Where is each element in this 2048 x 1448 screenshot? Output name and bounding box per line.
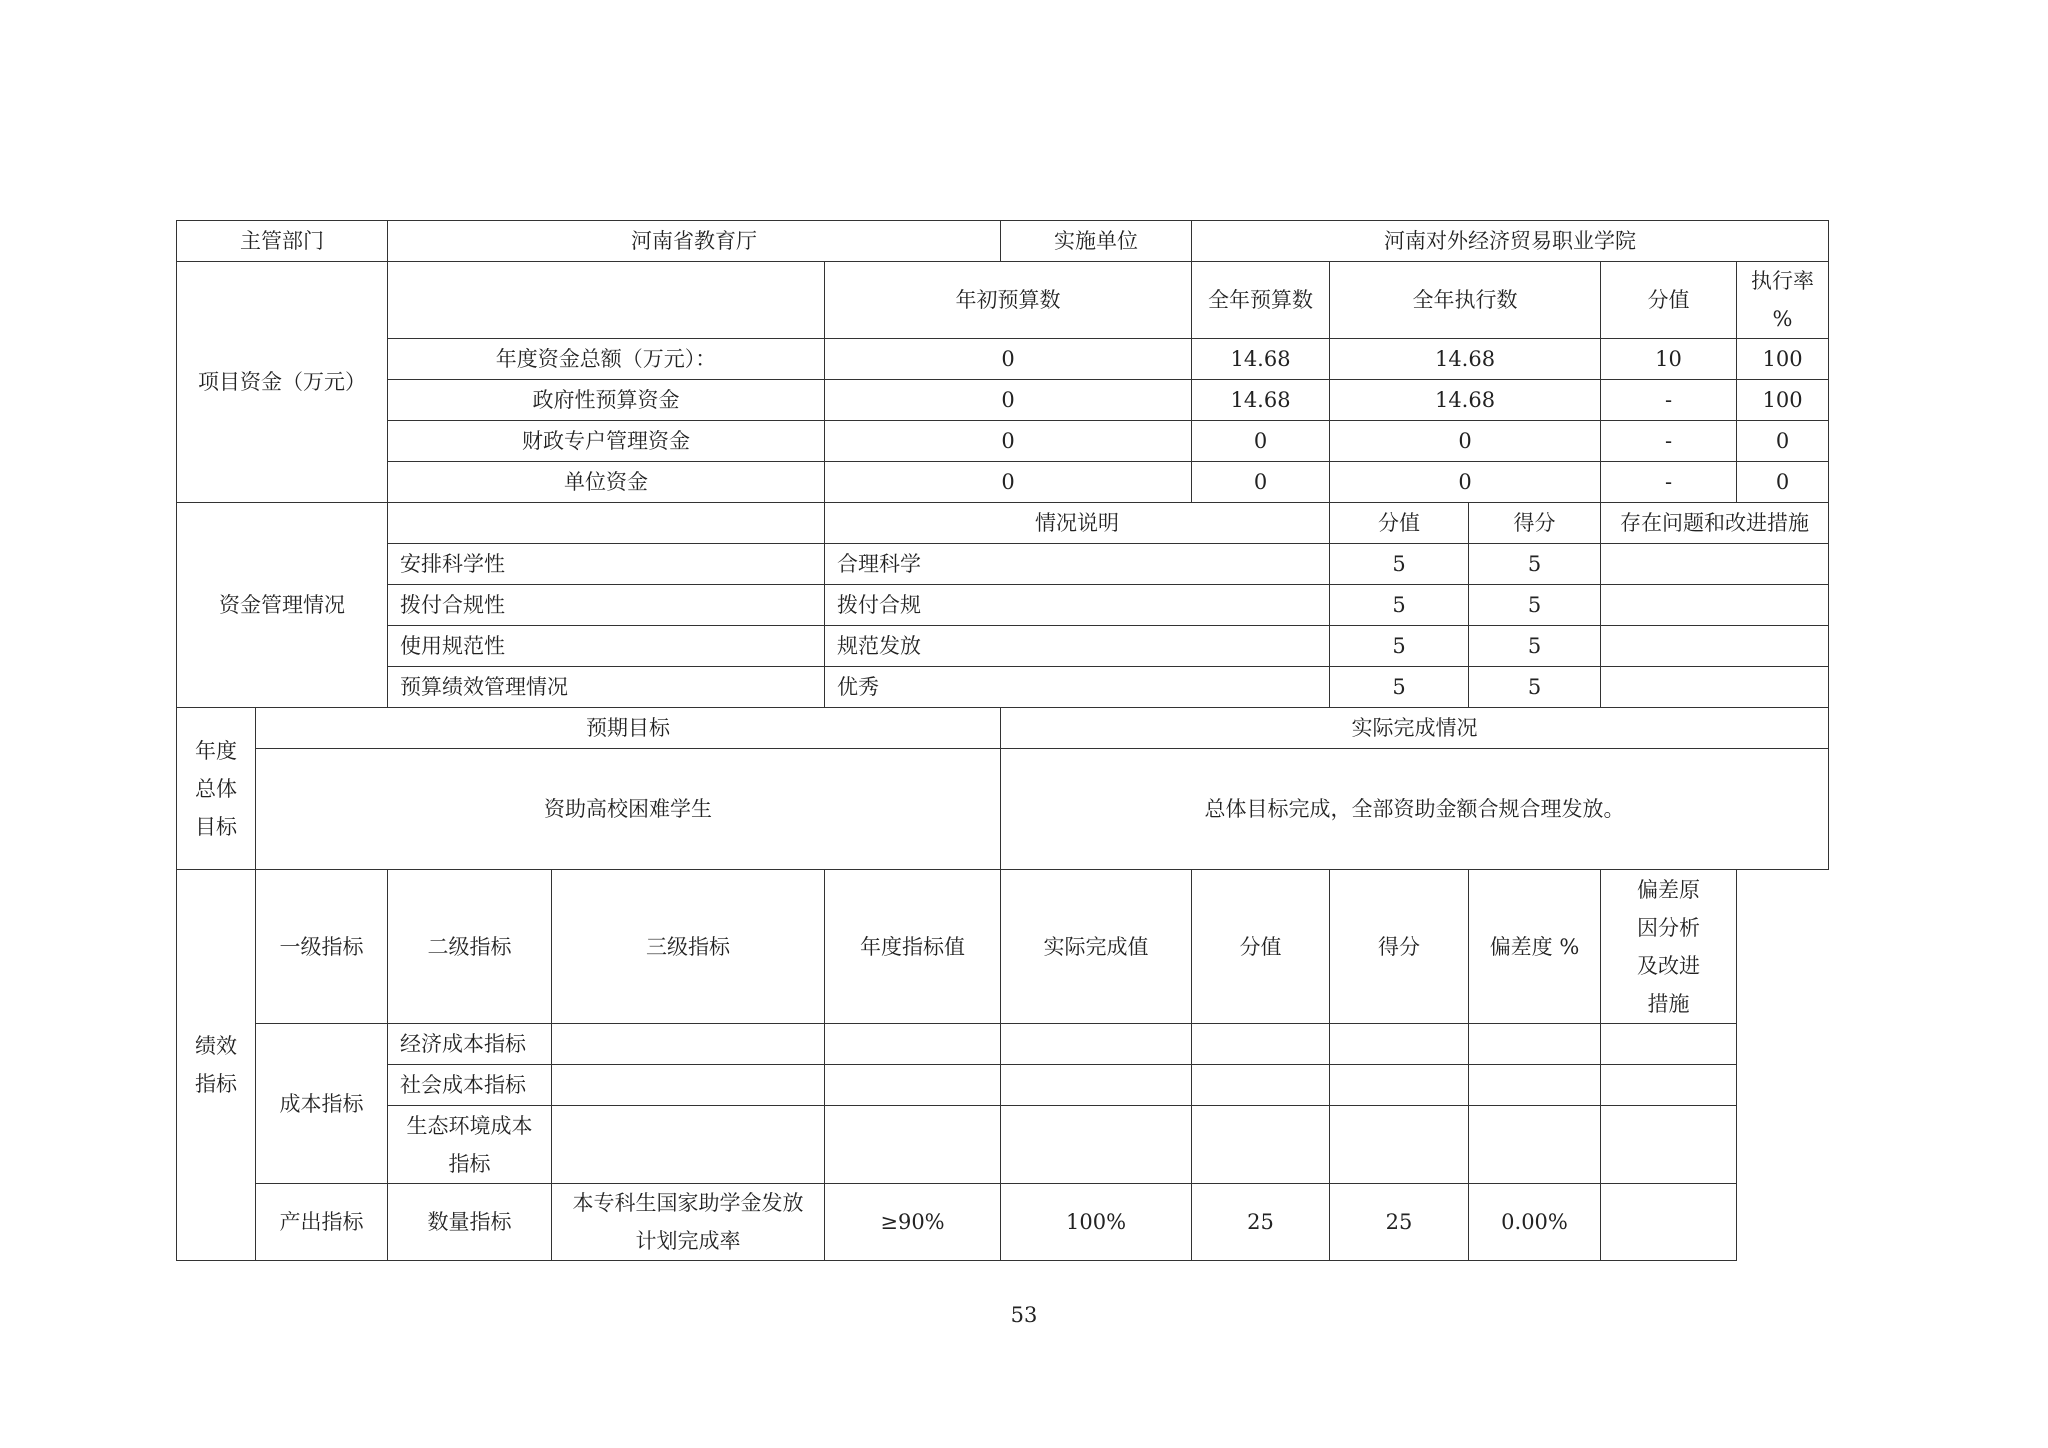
cost-indicator-row [177, 1065, 1829, 1106]
col-deviation: 偏差度 % [1469, 870, 1601, 1024]
management-item: 使用规范性 [388, 626, 825, 667]
management-header-row [177, 503, 1829, 544]
funding-row-label: 单位资金 [388, 462, 825, 503]
management-issue [1601, 626, 1829, 667]
col-annual-target: 年度指标值 [825, 870, 1001, 1024]
management-desc: 优秀 [825, 667, 1330, 708]
management-row [177, 626, 1829, 667]
funding-score-value: - [1601, 421, 1737, 462]
goals-header-row [177, 708, 1829, 749]
funding-row-label: 年度资金总额（万元）： [388, 339, 825, 380]
output-deviation: 0.00% [1469, 1184, 1601, 1261]
empty-cell [1601, 1024, 1737, 1065]
cost-level2-line: 生态环境成本 [406, 1113, 533, 1138]
management-issue [1601, 667, 1829, 708]
management-score: 5 [1469, 667, 1601, 708]
management-score-value: 5 [1330, 667, 1469, 708]
empty-cell [1601, 1065, 1737, 1106]
empty-cell [1001, 1106, 1192, 1184]
management-issue [1601, 585, 1829, 626]
cost-indicator-row [177, 1106, 1829, 1184]
output-indicator-label: 产出指标 [256, 1184, 388, 1261]
funding-initial: 0 [825, 421, 1192, 462]
management-score: 5 [1469, 626, 1601, 667]
col-indicator-score-value: 分值 [1192, 870, 1330, 1024]
col-level3: 三级指标 [552, 870, 825, 1024]
col-score-value: 分值 [1601, 262, 1737, 339]
management-desc: 规范发放 [825, 626, 1330, 667]
cost-level2: 经济成本指标 [388, 1024, 552, 1065]
funding-rate: 100 [1737, 339, 1829, 380]
col-execution-rate: 执行率 % [1737, 262, 1829, 339]
funding-annual: 0 [1192, 421, 1330, 462]
cost-level2 [388, 1106, 552, 1184]
funding-annual: 14.68 [1192, 339, 1330, 380]
management-score: 5 [1469, 544, 1601, 585]
page-number: 53 [1010, 1303, 1038, 1327]
output-level3-line: 本专科生国家助学金发放 [572, 1191, 804, 1215]
funding-executed: 0 [1330, 421, 1601, 462]
analysis-label-line: 措施 [1647, 991, 1690, 1016]
performance-evaluation-table [176, 220, 1829, 1261]
header-row [177, 221, 1829, 262]
implementer-value: 河南对外经济贸易职业学院 [1192, 221, 1829, 262]
output-target: ≥90% [825, 1184, 1001, 1261]
analysis-label-line: 及改进 [1637, 953, 1701, 978]
goals-label-line: 目标 [195, 814, 237, 839]
empty-cell [1192, 1065, 1330, 1106]
implementer-label: 实施单位 [1001, 221, 1192, 262]
funding-initial: 0 [825, 380, 1192, 421]
empty-cell [1330, 1065, 1469, 1106]
management-row [177, 544, 1829, 585]
empty-cell [1601, 1106, 1737, 1184]
output-score-value: 25 [1192, 1184, 1330, 1261]
funding-row [177, 339, 1829, 380]
actual-completion-label: 实际完成情况 [1001, 708, 1829, 749]
funding-initial: 0 [825, 339, 1192, 380]
expected-goal-value: 资助高校困难学生 [256, 749, 1001, 870]
output-level2: 数量指标 [388, 1184, 552, 1261]
empty-cell [825, 1024, 1001, 1065]
funding-rate: 0 [1737, 462, 1829, 503]
cost-level2-line: 指标 [448, 1151, 491, 1176]
supervisor-value: 河南省教育厅 [388, 221, 1001, 262]
goals-content-row [177, 749, 1829, 870]
cost-level2: 社会成本指标 [388, 1065, 552, 1106]
funding-row [177, 462, 1829, 503]
funding-annual: 0 [1192, 462, 1330, 503]
col-indicator-score: 得分 [1330, 870, 1469, 1024]
output-level3 [552, 1184, 825, 1261]
management-score-value: 5 [1330, 585, 1469, 626]
indicator-header-row [177, 870, 1829, 1024]
funding-score-value: 10 [1601, 339, 1737, 380]
empty-cell [825, 1106, 1001, 1184]
funding-row [177, 421, 1829, 462]
funding-annual: 14.68 [1192, 380, 1330, 421]
supervisor-label: 主管部门 [177, 221, 388, 262]
management-row [177, 585, 1829, 626]
cost-indicator-label: 成本指标 [256, 1024, 388, 1184]
funding-executed: 14.68 [1330, 380, 1601, 421]
output-analysis [1601, 1184, 1737, 1261]
empty-cell [1001, 1065, 1192, 1106]
management-header-blank [388, 503, 825, 544]
empty-cell [825, 1065, 1001, 1106]
management-item: 预算绩效管理情况 [388, 667, 825, 708]
analysis-label-line: 偏差原 [1637, 877, 1701, 902]
management-score-value: 5 [1330, 544, 1469, 585]
col-mgmt-score: 得分 [1469, 503, 1601, 544]
col-level1: 一级指标 [256, 870, 388, 1024]
goals-label-line: 总体 [195, 776, 237, 801]
empty-cell [1330, 1024, 1469, 1065]
performance-label-line: 绩效 [195, 1034, 237, 1058]
col-mgmt-score-value: 分值 [1330, 503, 1469, 544]
funding-row-label: 财政专户管理资金 [388, 421, 825, 462]
management-issue [1601, 544, 1829, 585]
empty-cell [1330, 1106, 1469, 1184]
management-item: 拨付合规性 [388, 585, 825, 626]
col-annual-executed: 全年执行数 [1330, 262, 1601, 339]
output-actual: 100% [1001, 1184, 1192, 1261]
goals-label-line: 年度 [195, 738, 237, 763]
funding-executed: 0 [1330, 462, 1601, 503]
performance-section-label [177, 870, 256, 1261]
empty-cell [552, 1106, 825, 1184]
col-actual-value: 实际完成值 [1001, 870, 1192, 1024]
management-desc: 合理科学 [825, 544, 1330, 585]
col-issues: 存在问题和改进措施 [1601, 503, 1829, 544]
empty-cell [1001, 1024, 1192, 1065]
output-score: 25 [1330, 1184, 1469, 1261]
col-annual-budget: 全年预算数 [1192, 262, 1330, 339]
empty-cell [1469, 1106, 1601, 1184]
analysis-label-line: 因分析 [1637, 915, 1701, 940]
funding-score-value: - [1601, 462, 1737, 503]
funding-section-label: 项目资金（万元） [177, 262, 388, 503]
col-level2: 二级指标 [388, 870, 552, 1024]
funding-executed: 14.68 [1330, 339, 1601, 380]
expected-goal-label: 预期目标 [256, 708, 1001, 749]
funding-rate: 0 [1737, 421, 1829, 462]
empty-cell [1469, 1024, 1601, 1065]
management-row [177, 667, 1829, 708]
empty-cell [1192, 1024, 1330, 1065]
output-level3-line: 计划完成率 [635, 1229, 741, 1253]
col-situation: 情况说明 [825, 503, 1330, 544]
empty-cell [1469, 1065, 1601, 1106]
management-item: 安排科学性 [388, 544, 825, 585]
funding-rate: 100 [1737, 380, 1829, 421]
funding-score-value: - [1601, 380, 1737, 421]
empty-cell [552, 1065, 825, 1106]
funding-row [177, 380, 1829, 421]
cost-indicator-row [177, 1024, 1829, 1065]
empty-cell [552, 1024, 825, 1065]
management-section-label: 资金管理情况 [177, 503, 388, 708]
col-deviation-analysis [1601, 870, 1737, 1024]
management-score: 5 [1469, 585, 1601, 626]
goals-section-label [177, 708, 256, 870]
funding-initial: 0 [825, 462, 1192, 503]
empty-cell [1192, 1106, 1330, 1184]
management-desc: 拨付合规 [825, 585, 1330, 626]
actual-completion-value: 总体目标完成，全部资助金额合规合理发放。 [1001, 749, 1829, 870]
performance-label-line: 指标 [195, 1072, 237, 1096]
funding-header-row [177, 262, 1829, 339]
management-score-value: 5 [1330, 626, 1469, 667]
funding-row-label: 政府性预算资金 [388, 380, 825, 421]
funding-header-blank [388, 262, 825, 339]
col-initial-budget: 年初预算数 [825, 262, 1192, 339]
output-indicator-row [177, 1184, 1829, 1261]
